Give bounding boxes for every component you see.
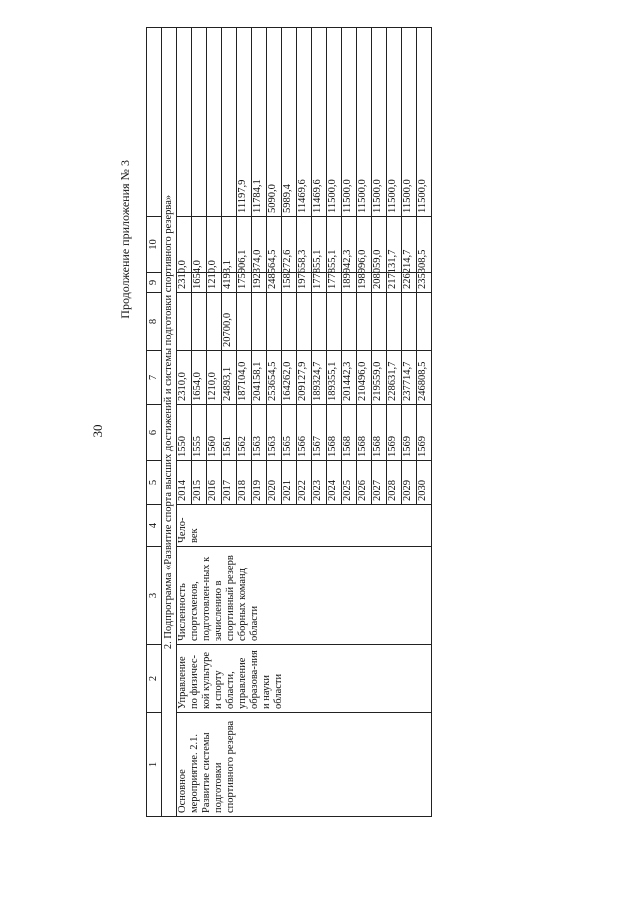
cell-federal-funding xyxy=(342,293,357,351)
cell-total-funding: 2310,0 xyxy=(177,351,192,405)
header-cell: 6 xyxy=(147,405,162,461)
cell-total-funding: 24893,1 xyxy=(222,351,237,405)
cell-total-funding: 219559,0 xyxy=(372,351,387,405)
cell-year: 2020 xyxy=(267,461,282,505)
cell-total-funding: 204158,1 xyxy=(252,351,267,405)
cell-target-value: 1555 xyxy=(192,405,207,461)
cell-year: 2028 xyxy=(387,461,402,505)
cell-federal-funding xyxy=(237,293,252,351)
cell-federal-funding xyxy=(252,293,267,351)
cell-regional-funding: 177855,1 xyxy=(327,273,342,293)
cell-extra-funding xyxy=(192,28,207,217)
cell-total-funding: 228631,7 xyxy=(387,351,402,405)
cell-extra-funding: 11469,6 xyxy=(297,28,312,217)
cell-regional-funding: 235308,5 xyxy=(417,273,432,293)
cell-year: 2024 xyxy=(327,461,342,505)
cell-regional-funding: 177855,1 xyxy=(312,273,327,293)
cell-target-value: 1560 xyxy=(207,405,222,461)
cell-regional-funding: 248564,5 xyxy=(267,273,282,293)
cell-year: 2026 xyxy=(357,461,372,505)
cell-extra-funding: 11500,0 xyxy=(417,28,432,217)
header-cell: 2 xyxy=(147,645,162,713)
cell-federal-funding xyxy=(207,293,222,351)
header-cell: 3 xyxy=(147,547,162,645)
cell-year: 2027 xyxy=(372,461,387,505)
cell-federal-funding xyxy=(417,293,432,351)
cell-federal-funding xyxy=(282,293,297,351)
page-number: 30 xyxy=(90,424,105,438)
cell-regional-funding: 189942,3 xyxy=(342,273,357,293)
cell-regional-funding: 1210,0 xyxy=(207,273,222,293)
cell-year: 2014 xyxy=(177,461,192,505)
cell-extra-funding: 11500,0 xyxy=(402,28,417,217)
cell-extra-funding: 11500,0 xyxy=(372,28,387,217)
cell-regional-funding: 1654,0 xyxy=(192,273,207,293)
header-number-row xyxy=(147,28,162,817)
header-cell: 5 xyxy=(147,461,162,505)
header-cell: 7 xyxy=(147,351,162,405)
cell-target-value: 1561 xyxy=(222,405,237,461)
cell-total-funding: 237714,7 xyxy=(402,351,417,405)
cell-year: 2016 xyxy=(207,461,222,505)
cell-total-funding: 1210,0 xyxy=(207,351,222,405)
cell-year: 2025 xyxy=(342,461,357,505)
cell-regional-funding: 4193,1 xyxy=(222,273,237,293)
cell-year: 2022 xyxy=(297,461,312,505)
cell-federal-funding xyxy=(297,293,312,351)
cell-extra-funding xyxy=(222,28,237,217)
cell-total-funding: 189324,7 xyxy=(312,351,327,405)
cell-target-value: 1568 xyxy=(372,405,387,461)
cell-regional-funding: 2310,0 xyxy=(177,273,192,293)
cell-federal-funding xyxy=(372,293,387,351)
cell-extra-funding: 11197,9 xyxy=(237,28,252,217)
cell-extra-funding: 11500,0 xyxy=(357,28,372,217)
header-spacer xyxy=(147,28,162,217)
cell-federal-funding xyxy=(312,293,327,351)
cell-target-value: 1563 xyxy=(267,405,282,461)
cell-federal-funding xyxy=(267,293,282,351)
subprogram-title: 2. Подпрограмма «Развитие спорта высших достижений и системы подготовки спортивного резерва» xyxy=(162,28,177,817)
program-table xyxy=(146,27,432,817)
cell-year: 2021 xyxy=(282,461,297,505)
cell-extra-funding: 11500,0 xyxy=(387,28,402,217)
cell-target-value: 1566 xyxy=(297,405,312,461)
cell-total-funding: 187104,0 xyxy=(237,351,252,405)
cell-extra-funding: 11469,6 xyxy=(312,28,327,217)
row-col1: Основное мероприятие. 2.1. Развитие системы подготовки спортивного резерва xyxy=(177,713,432,817)
subprogram-row xyxy=(162,28,177,817)
cell-year: 2018 xyxy=(237,461,252,505)
cell-federal-funding xyxy=(327,293,342,351)
cell-regional-funding: 198996,0 xyxy=(357,273,372,293)
table-wrapper xyxy=(146,27,466,817)
cell-target-value: 1568 xyxy=(342,405,357,461)
cell-federal-funding xyxy=(192,293,207,351)
header-cell: 9 xyxy=(147,273,162,293)
cell-total-funding: 246808,5 xyxy=(417,351,432,405)
cell-total-funding: 189355,1 xyxy=(327,351,342,405)
cell-year: 2029 xyxy=(402,461,417,505)
cell-regional-funding: 208059,0 xyxy=(372,273,387,293)
cell-target-value: 1569 xyxy=(417,405,432,461)
cell-target-value: 1563 xyxy=(252,405,267,461)
cell-extra-funding xyxy=(207,28,222,217)
cell-federal-funding xyxy=(387,293,402,351)
cell-year: 2015 xyxy=(192,461,207,505)
cell-federal-funding xyxy=(357,293,372,351)
cell-target-value: 1550 xyxy=(177,405,192,461)
cell-federal-funding xyxy=(177,293,192,351)
cell-regional-funding: 158272,6 xyxy=(282,273,297,293)
cell-extra-funding: 11784,1 xyxy=(252,28,267,217)
header-cell: 1 xyxy=(147,713,162,817)
row-col3: Численность спортсменов, подготовлен-ных к зачислению в спортивный резерв сборных команд области xyxy=(177,547,432,645)
appendix-note: Продолжение приложения № 3 xyxy=(118,160,132,319)
cell-extra-funding xyxy=(177,28,192,217)
cell-extra-funding: 11500,0 xyxy=(327,28,342,217)
cell-extra-funding: 11500,0 xyxy=(342,28,357,217)
cell-regional-funding: 217131,7 xyxy=(387,273,402,293)
header-cell: 4 xyxy=(147,505,162,547)
cell-year: 2017 xyxy=(222,461,237,505)
cell-target-value: 1569 xyxy=(402,405,417,461)
cell-target-value: 1569 xyxy=(387,405,402,461)
cell-year: 2019 xyxy=(252,461,267,505)
header-cell: 10 xyxy=(147,217,162,273)
table-row xyxy=(177,28,192,817)
cell-target-value: 1567 xyxy=(312,405,327,461)
cell-total-funding: 210496,0 xyxy=(357,351,372,405)
cell-extra-funding: 5090,0 xyxy=(267,28,282,217)
cell-total-funding: 209127,9 xyxy=(297,351,312,405)
cell-regional-funding: 175906,1 xyxy=(237,273,252,293)
cell-total-funding: 164262,0 xyxy=(282,351,297,405)
cell-regional-funding: 197658,3 xyxy=(297,273,312,293)
cell-extra-funding: 5989,4 xyxy=(282,28,297,217)
cell-target-value: 1568 xyxy=(327,405,342,461)
row-col2: Управление по физичес-кой культуре и спорту области, управление образова-ния и науки области xyxy=(177,645,432,713)
row-col4: Чело-век xyxy=(177,505,432,547)
cell-year: 2023 xyxy=(312,461,327,505)
rotated-table-area xyxy=(146,27,466,817)
cell-federal-funding: 20700,0 xyxy=(222,293,237,351)
cell-regional-funding: 226214,7 xyxy=(402,273,417,293)
cell-year: 2030 xyxy=(417,461,432,505)
cell-regional-funding: 192374,0 xyxy=(252,273,267,293)
cell-total-funding: 1654,0 xyxy=(192,351,207,405)
cell-total-funding: 201442,3 xyxy=(342,351,357,405)
cell-federal-funding xyxy=(402,293,417,351)
cell-target-value: 1565 xyxy=(282,405,297,461)
header-cell: 8 xyxy=(147,293,162,351)
cell-target-value: 1562 xyxy=(237,405,252,461)
cell-target-value: 1568 xyxy=(357,405,372,461)
cell-total-funding: 253654,5 xyxy=(267,351,282,405)
